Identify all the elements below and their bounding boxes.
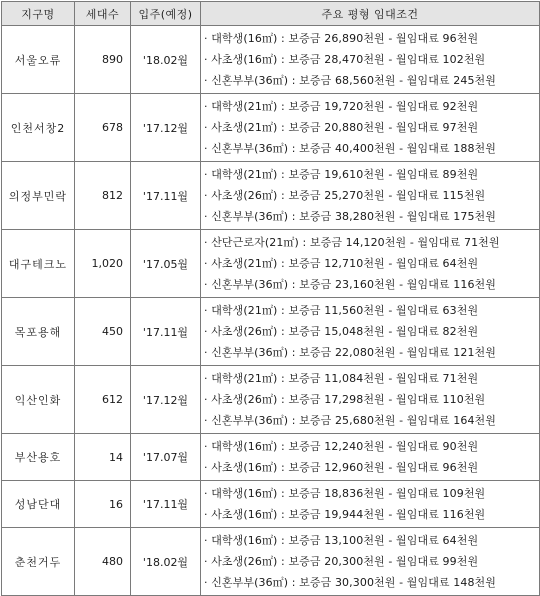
condition-line: · 사초생(26㎡) : 보증금 20,300천원 - 월임대료 99천원	[204, 555, 479, 568]
header-move-in: 입주(예정)	[131, 2, 201, 26]
condition-line: · 사초생(26㎡) : 보증금 15,048천원 - 월임대료 82천원	[204, 325, 479, 338]
units-cell: 14	[75, 434, 131, 481]
condition-line: · 신혼부부(36㎡) : 보증금 68,560천원 - 월임대료 245천원	[204, 74, 497, 87]
table-row	[2, 26, 540, 94]
condition-line: · 사초생(26㎡) : 보증금 25,270천원 - 월임대료 115천원	[204, 189, 486, 202]
conditions-cell	[201, 434, 540, 481]
conditions-cell	[201, 366, 540, 434]
district-cell: 의정부민락	[2, 162, 75, 230]
units-cell: 612	[75, 366, 131, 434]
condition-line: · 사초생(21㎡) : 보증금 12,710천원 - 월임대료 64천원	[204, 257, 479, 270]
condition-line: · 대학생(16㎡) : 보증금 26,890천원 - 월임대료 96천원	[204, 32, 479, 45]
district-cell: 성남단대	[2, 481, 75, 528]
conditions-cell	[201, 162, 540, 230]
condition-line: · 대학생(21㎡) : 보증금 19,610천원 - 월임대료 89천원	[204, 168, 479, 181]
units-cell: 450	[75, 298, 131, 366]
condition-line: · 사초생(26㎡) : 보증금 17,298천원 - 월임대료 110천원	[204, 393, 486, 406]
conditions-cell	[201, 230, 540, 298]
district-cell: 춘천거두	[2, 528, 75, 596]
condition-line: · 대학생(21㎡) : 보증금 11,560천원 - 월임대료 63천원	[204, 304, 479, 317]
units-cell: 812	[75, 162, 131, 230]
conditions-cell	[201, 528, 540, 596]
condition-line: · 대학생(16㎡) : 보증금 13,100천원 - 월임대료 64천원	[204, 534, 479, 547]
condition-line: · 사초생(16㎡) : 보증금 19,944천원 - 월임대료 116천원	[204, 508, 486, 521]
condition-line: · 사초생(16㎡) : 보증금 12,960천원 - 월임대료 96천원	[204, 461, 479, 474]
move-in-cell: '17.11월	[131, 162, 201, 230]
condition-line: · 신혼부부(36㎡) : 보증금 25,680천원 - 월임대료 164천원	[204, 414, 497, 427]
condition-line: · 신혼부부(36㎡) : 보증금 40,400천원 - 월임대료 188천원	[204, 142, 497, 155]
table-row	[2, 230, 540, 298]
condition-line: · 대학생(16㎡) : 보증금 12,240천원 - 월임대료 90천원	[204, 440, 479, 453]
condition-line: · 신혼부부(36㎡) : 보증금 22,080천원 - 월임대료 121천원	[204, 346, 497, 359]
header-district: 지구명	[2, 2, 75, 26]
conditions-cell	[201, 298, 540, 366]
table-row	[2, 298, 540, 366]
condition-line: · 사초생(16㎡) : 보증금 28,470천원 - 월임대료 102천원	[204, 53, 486, 66]
condition-line: · 신혼부부(36㎡) : 보증금 38,280천원 - 월임대료 175천원	[204, 210, 497, 223]
table-row	[2, 162, 540, 230]
move-in-cell: '17.05월	[131, 230, 201, 298]
move-in-cell: '18.02월	[131, 528, 201, 596]
units-cell: 1,020	[75, 230, 131, 298]
district-cell: 부산용호	[2, 434, 75, 481]
units-cell: 480	[75, 528, 131, 596]
header-row	[2, 2, 540, 26]
move-in-cell: '17.11월	[131, 481, 201, 528]
table-body	[2, 26, 540, 596]
header-units: 세대수	[75, 2, 131, 26]
table-row	[2, 481, 540, 528]
conditions-cell	[201, 94, 540, 162]
header-conditions: 주요 평형 임대조건	[201, 2, 540, 26]
table-row	[2, 94, 540, 162]
district-cell: 서울오류	[2, 26, 75, 94]
condition-line: · 사초생(21㎡) : 보증금 20,880천원 - 월임대료 97천원	[204, 121, 479, 134]
move-in-cell: '17.12월	[131, 94, 201, 162]
condition-line: · 신혼부부(36㎡) : 보증금 23,160천원 - 월임대료 116천원	[204, 278, 497, 291]
district-cell: 익산인화	[2, 366, 75, 434]
table-row	[2, 366, 540, 434]
move-in-cell: '17.11월	[131, 298, 201, 366]
move-in-cell: '17.12월	[131, 366, 201, 434]
conditions-cell	[201, 26, 540, 94]
rental-conditions-table	[1, 1, 540, 596]
units-cell: 16	[75, 481, 131, 528]
district-cell: 목포용해	[2, 298, 75, 366]
condition-line: · 산단근로자(21㎡) : 보증금 14,120천원 - 월임대료 71천원	[204, 236, 500, 249]
district-cell: 인천서창2	[2, 94, 75, 162]
table-row	[2, 434, 540, 481]
move-in-cell: '17.07월	[131, 434, 201, 481]
district-cell: 대구테크노	[2, 230, 75, 298]
condition-line: · 대학생(21㎡) : 보증금 11,084천원 - 월임대료 71천원	[204, 372, 479, 385]
condition-line: · 대학생(21㎡) : 보증금 19,720천원 - 월임대료 92천원	[204, 100, 479, 113]
move-in-cell: '18.02월	[131, 26, 201, 94]
conditions-cell	[201, 481, 540, 528]
table-row	[2, 528, 540, 596]
condition-line: · 신혼부부(36㎡) : 보증금 30,300천원 - 월임대료 148천원	[204, 576, 497, 589]
units-cell: 678	[75, 94, 131, 162]
units-cell: 890	[75, 26, 131, 94]
condition-line: · 대학생(16㎡) : 보증금 18,836천원 - 월임대료 109천원	[204, 487, 486, 500]
